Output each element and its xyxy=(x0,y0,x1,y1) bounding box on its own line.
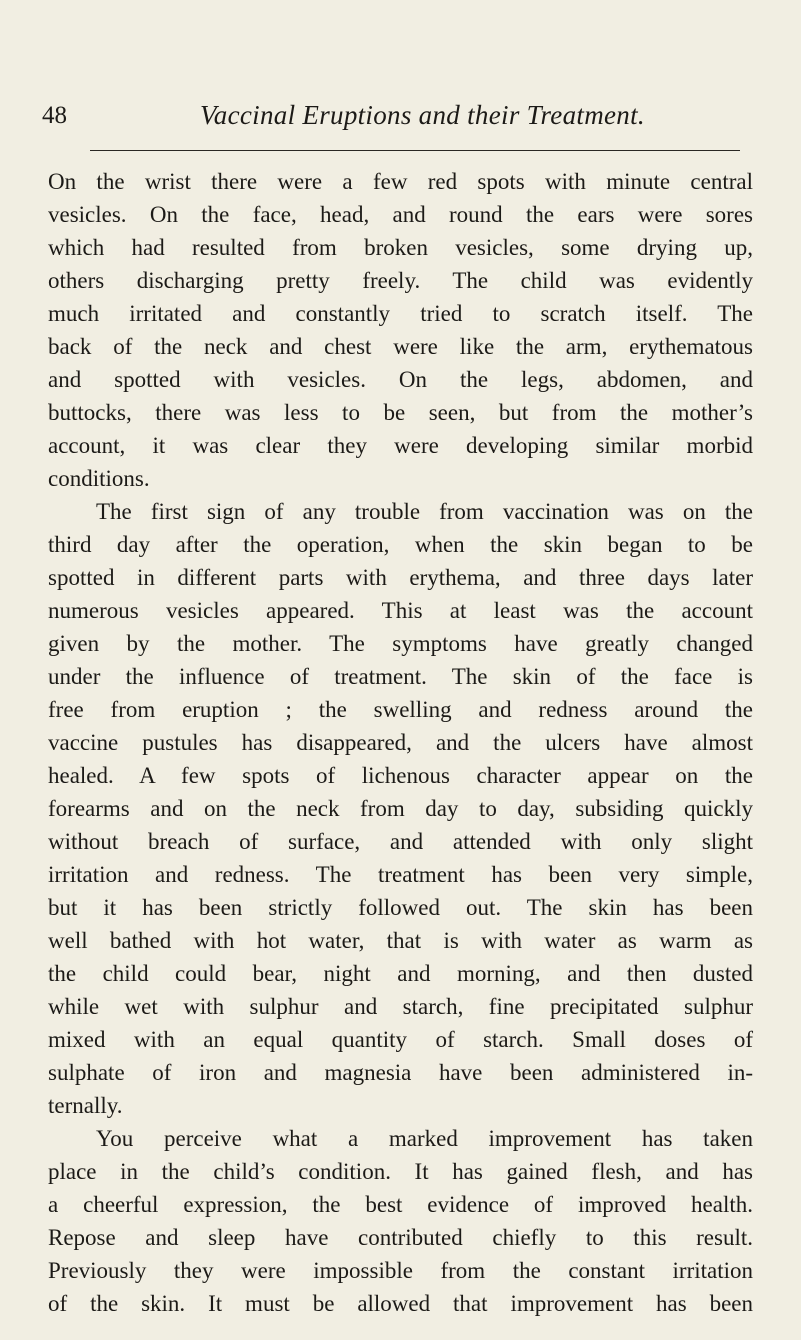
text-line: account, it was clear they were developing similar morbid xyxy=(48,433,753,458)
body-text xyxy=(48,165,753,1320)
text-line: well bathed with hot water, that is with water as warm as xyxy=(48,928,753,953)
text-line: sulphate of iron and magnesia have been administered in- xyxy=(48,1060,753,1085)
text-line: buttocks, there was less to be seen, but from the mother’s xyxy=(48,400,753,425)
text-line: given by the mother. The symptoms have greatly changed xyxy=(48,631,753,656)
text-line: much irritated and constantly tried to scratch itself. The xyxy=(48,301,753,326)
running-head xyxy=(42,100,742,140)
text-line: ternally. xyxy=(48,1093,123,1118)
text-line: The first sign of any trouble from vaccination was on the xyxy=(96,499,753,524)
text-line: while wet with sulphur and starch, fine precipitated sulphur xyxy=(48,994,753,1019)
text-line: irritation and redness. The treatment has been very simple, xyxy=(48,862,753,887)
text-line: Previously they were impossible from the constant irritation xyxy=(48,1258,753,1283)
text-line: healed. A few spots of lichenous character appear on the xyxy=(48,763,753,788)
text-line: conditions. xyxy=(48,466,150,491)
text-line: but it has been strictly followed out. The skin has been xyxy=(48,895,753,920)
text-line: a cheerful expression, the best evidence of improved health. xyxy=(48,1192,753,1217)
header-rule xyxy=(90,150,740,151)
text-line: forearms and on the neck from day to day, subsiding quickly xyxy=(48,796,753,821)
text-line: mixed with an equal quantity of starch. Small doses of xyxy=(48,1027,753,1052)
page-number: 48 xyxy=(42,102,67,129)
text-line: of the skin. It must be allowed that improvement has been xyxy=(48,1291,753,1316)
text-line: On the wrist there were a few red spots with minute central xyxy=(48,169,753,194)
text-line: which had resulted from broken vesicles, some drying up, xyxy=(48,235,753,260)
text-line: without breach of surface, and attended with only slight xyxy=(48,829,753,854)
text-line: place in the child’s condition. It has gained flesh, and has xyxy=(48,1159,753,1184)
text-line: back of the neck and chest were like the arm, erythematous xyxy=(48,334,753,359)
text-line: third day after the operation, when the skin began to be xyxy=(48,532,753,557)
text-line: vaccine pustules has disappeared, and the ulcers have almost xyxy=(48,730,753,755)
text-line: vesicles. On the face, head, and round the ears were sores xyxy=(48,202,753,227)
text-line: You perceive what a marked improvement has taken xyxy=(96,1126,753,1151)
text-line: others discharging pretty freely. The child was evidently xyxy=(48,268,753,293)
text-line: and spotted with vesicles. On the legs, abdomen, and xyxy=(48,367,753,392)
text-line: spotted in different parts with erythema, and three days later xyxy=(48,565,753,590)
text-line: the child could bear, night and morning, and then dusted xyxy=(48,961,753,986)
running-title: Vaccinal Eruptions and their Treatment. xyxy=(200,100,645,130)
text-line: under the influence of treatment. The skin of the face is xyxy=(48,664,753,689)
text-line: Repose and sleep have contributed chiefly to this result. xyxy=(48,1225,753,1250)
text-line: free from eruption ; the swelling and redness around the xyxy=(48,697,753,722)
text-line: numerous vesicles appeared. This at least was the account xyxy=(48,598,753,623)
